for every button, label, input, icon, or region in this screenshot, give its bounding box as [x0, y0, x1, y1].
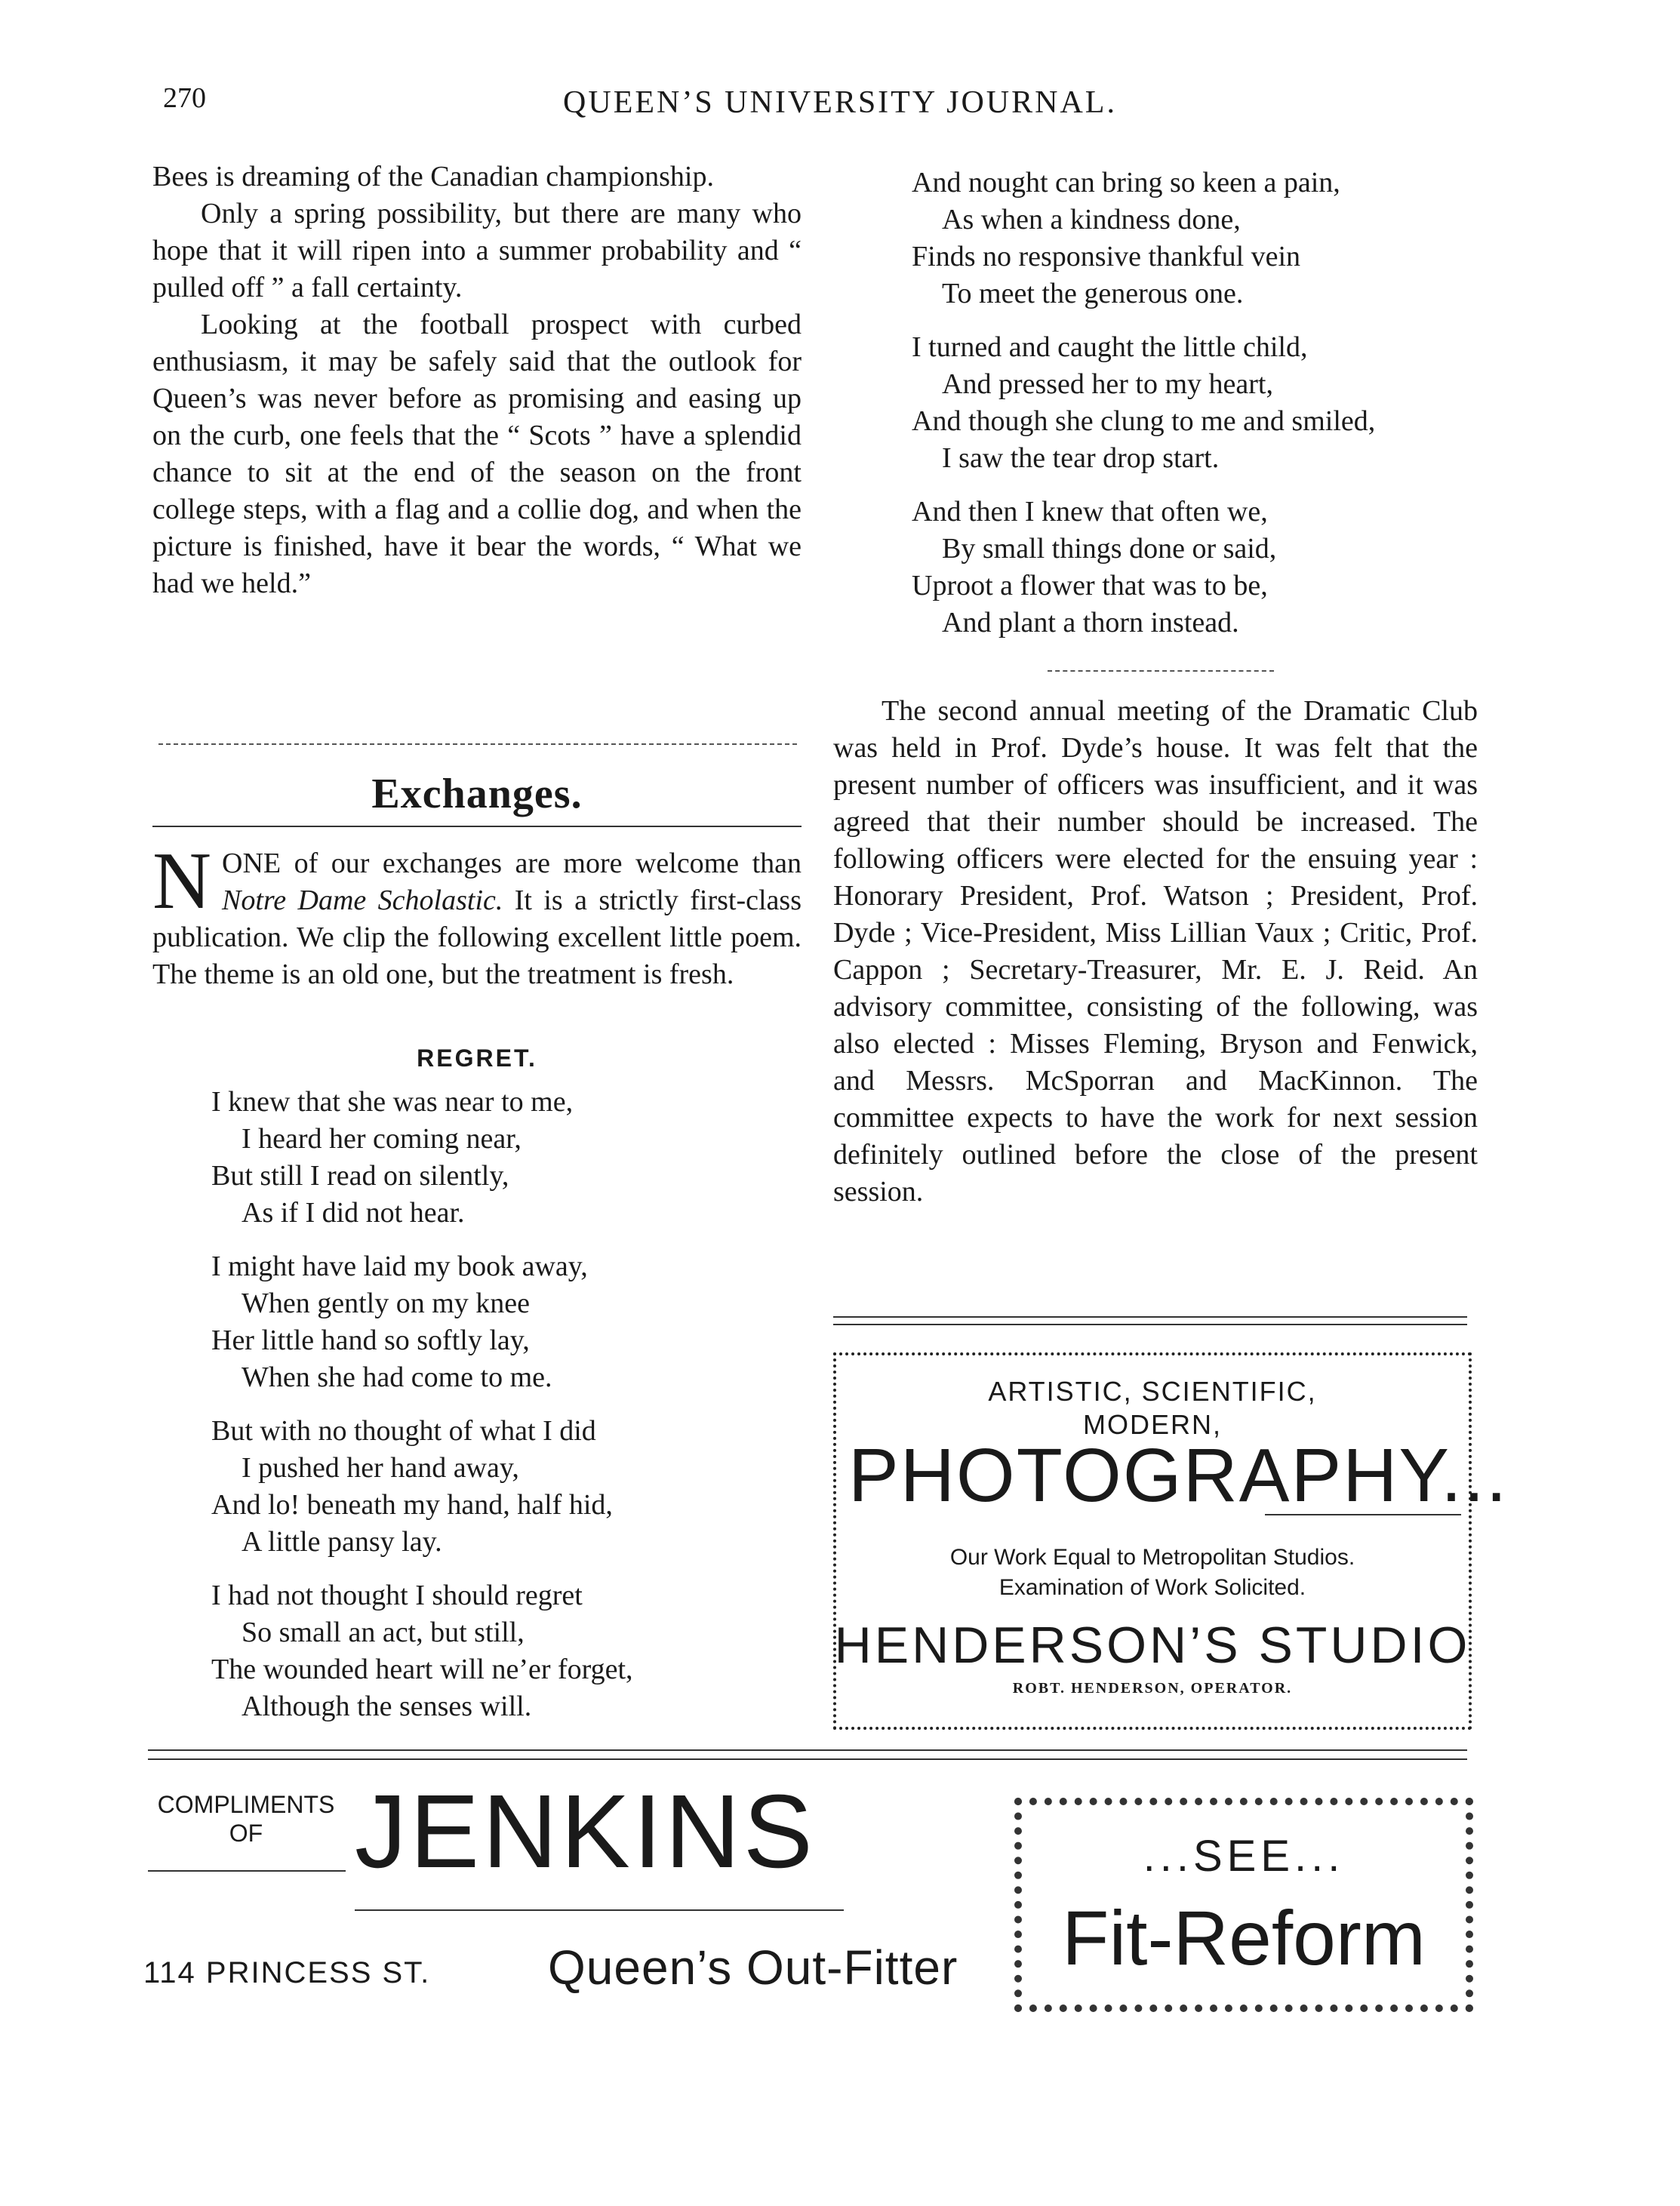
- poem-line: And though she clung to me and smiled,: [912, 405, 1376, 437]
- fit-reform-see: ...SEE...: [1143, 1832, 1345, 1881]
- poem-end-divider: [1048, 670, 1274, 672]
- poem-line: I saw the tear drop start.: [942, 442, 1220, 474]
- poem-line: Uproot a flower that was to be,: [912, 570, 1268, 601]
- poem-line: I knew that she was near to me,: [211, 1086, 574, 1118]
- photography-ad-tagline: [833, 1375, 1472, 1441]
- studio-operator: ROBT. HENDERSON, OPERATOR.: [1012, 1680, 1293, 1697]
- poem-stanza: [912, 165, 1508, 312]
- poem-line: A little pansy lay.: [242, 1526, 442, 1558]
- photography-headline: PHOTOGRAPHY...: [848, 1433, 1509, 1518]
- ad-divider-top: [833, 1316, 1467, 1318]
- page-divider-top: [148, 1749, 1467, 1751]
- poem-line: But with no thought of what I did: [211, 1415, 596, 1447]
- poem-stanza: [211, 1248, 800, 1396]
- poem-title: REGRET.: [417, 1045, 537, 1072]
- poem-line: Although the senses will.: [242, 1691, 532, 1722]
- publication-name: Notre Dame Scholastic.: [222, 885, 503, 916]
- fit-reform-brand: Fit-Reform: [1062, 1895, 1426, 1981]
- ad-divider-bottom: [833, 1324, 1467, 1325]
- poem-line: But still I read on silently,: [211, 1160, 509, 1192]
- compliments-of: OF: [229, 1820, 263, 1847]
- drop-cap: N: [152, 836, 211, 926]
- poem-line: When gently on my knee: [242, 1288, 531, 1319]
- jenkins-tagline: Queen’s Out-Fitter: [548, 1940, 958, 1995]
- poem-stanza: [912, 494, 1508, 641]
- jenkins-underline: [355, 1909, 844, 1911]
- poem-line: To meet the generous one.: [942, 278, 1244, 309]
- poem-line: I might have laid my book away,: [211, 1251, 588, 1282]
- ad-tagline-line: MODERN,: [1083, 1409, 1222, 1440]
- photography-headline-rule: [1265, 1514, 1461, 1515]
- section-heading-exchanges: Exchanges.: [371, 771, 583, 817]
- poem-stanza: [912, 329, 1508, 477]
- poem-line: And pressed her to my heart,: [942, 368, 1273, 400]
- exchanges-intro: [152, 836, 802, 993]
- poem-line: As if I did not hear.: [242, 1197, 465, 1229]
- poem-line: When she had come to me.: [242, 1361, 552, 1393]
- jenkins-left-rule: [148, 1870, 346, 1872]
- dramatic-club-paragraph: The second annual meeting of the Dramatic Club was held in Prof. Dyde’s house. It was felt that the present number of officers was insufficient, and it was agreed that their number should be increased. The following officers were elected for the ensuing year : Honorary President, Prof. Watson ; President, Prof. Dyde ; Vice-President, Miss Lillian Vaux ; Critic, Prof. Cappon ; Secretary-Treasurer, Mr. E. J. Reid. An advisory committee, consisting of the following, was also elected : Misses Fleming, Bryson and Fenwick, and Messrs. McSporran and MacKinnon. The committee expects to have the work for next session definitely outlined before the close of the present session.: [833, 695, 1478, 1208]
- ad-copy-line: Examination of Work Solicited.: [998, 1575, 1306, 1600]
- poem-line: As when a kindness done,: [942, 204, 1241, 235]
- section-divider: [158, 743, 797, 745]
- page-divider-bottom: [148, 1758, 1467, 1760]
- page-number: 270: [163, 82, 206, 114]
- running-head: QUEEN’S UNIVERSITY JOURNAL.: [563, 85, 1117, 120]
- intro-text-rest: It is a strictly first-class publication. We clip the following excellent little poem. The theme is an old one, but the treatment is fresh.: [152, 885, 802, 990]
- paragraph-continued: Bees is dreaming of the Canadian championship.: [152, 161, 714, 192]
- left-column-prose: [152, 158, 802, 602]
- dramatic-club-report: [833, 693, 1478, 1211]
- poem-left: [211, 1084, 800, 1742]
- poem-line: I heard her coming near,: [242, 1123, 522, 1155]
- poem-line: Her little hand so softly lay,: [211, 1325, 530, 1356]
- poem-line: I turned and caught the little child,: [912, 331, 1308, 363]
- poem-line: And lo! beneath my hand, half hid,: [211, 1489, 613, 1521]
- jenkins-wordmark: JENKINS: [355, 1774, 816, 1890]
- poem-line: And plant a thorn instead.: [942, 607, 1239, 638]
- paragraph-spring: Only a spring possibility, but there are many who hope that it will ripen into a summer probability and “ pulled off ” a fall certainty.: [152, 198, 802, 303]
- poem-line: The wounded heart will ne’er forget,: [211, 1654, 633, 1685]
- ad-tagline-line: ARTISTIC, SCIENTIFIC,: [988, 1376, 1317, 1407]
- compliments-text: COMPLIMENTS: [157, 1791, 335, 1818]
- poem-line: And nought can bring so keen a pain,: [912, 167, 1340, 198]
- poem-stanza: [211, 1084, 800, 1232]
- photography-ad-copy: [833, 1543, 1472, 1603]
- poem-line: And then I knew that often we,: [912, 496, 1268, 528]
- poem-line: Finds no responsive thankful vein: [912, 241, 1301, 272]
- poem-stanza: [211, 1413, 800, 1561]
- compliments-label: [148, 1790, 344, 1848]
- intro-text-start: ONE of our exchanges are more welcome than: [222, 848, 802, 879]
- jenkins-address: 114 PRINCESS ST.: [143, 1956, 431, 1989]
- paragraph-football: Looking at the football prospect with curbed enthusiasm, it may be safely said that the outlook for Queen’s was never before as promising and easing up on the curb, one feels that the “ Scots ” have a splendid chance to sit at the end of the season on the front college steps, with a flag and a collie dog, and when the picture is finished, have it bear the words, “ What we had we held.”: [152, 309, 802, 599]
- poem-line: By small things done or said,: [942, 533, 1277, 565]
- ad-copy-line: Our Work Equal to Metropolitan Studios.: [949, 1545, 1355, 1570]
- poem-line: I had not thought I should regret: [211, 1580, 583, 1611]
- poem-right: [912, 165, 1508, 658]
- heading-underline: [152, 826, 802, 827]
- poem-stanza: [211, 1577, 800, 1725]
- poem-line: So small an act, but still,: [242, 1617, 525, 1648]
- poem-line: I pushed her hand away,: [242, 1452, 519, 1484]
- studio-name: HENDERSON’S STUDIO: [834, 1617, 1471, 1674]
